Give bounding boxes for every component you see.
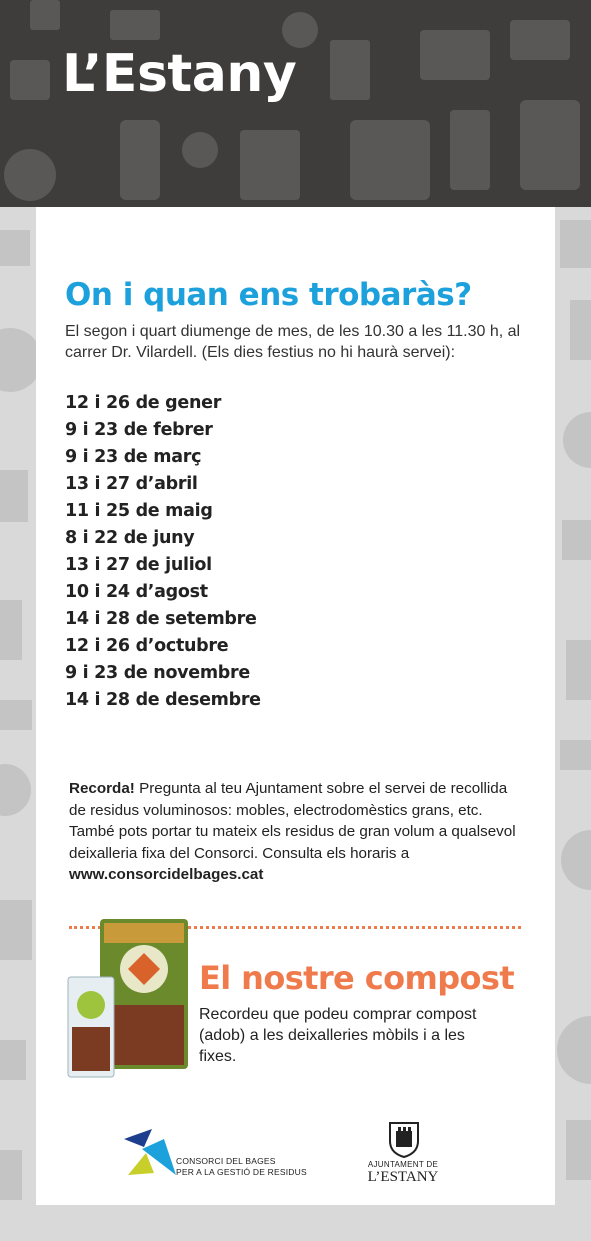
page-title: L’Estany — [62, 44, 297, 104]
reminder-paragraph — [69, 778, 517, 886]
consorci-link[interactable]: www.consorcidelbages.cat — [69, 866, 264, 883]
date-item: 9 i 23 de novembre — [65, 663, 250, 683]
ajuntament-shield-icon — [384, 1119, 424, 1159]
reminder-text: Pregunta al teu Ajuntament sobre el servei de recollida de residus voluminosos: mobles, electrodomèstics grans, etc. També pots portar tu mateix els residus de gran volum a qualsevol deixalleria fixa del Consorci. Consulta els horaris a — [69, 780, 516, 862]
date-item: 13 i 27 de juliol — [65, 555, 212, 575]
content-card — [36, 207, 555, 1205]
date-item: 13 i 27 d’abril — [65, 474, 198, 494]
compost-text: Recordeu que podeu comprar compost (adob) a les deixalleries mòbils i a les fixes. — [199, 1006, 477, 1065]
reminder-lead: Recorda! — [69, 780, 135, 797]
date-item: 8 i 22 de juny — [65, 528, 195, 548]
consorci-line1: CONSORCI DEL BAGES — [176, 1156, 276, 1166]
dates-list — [65, 390, 261, 714]
date-item: 14 i 28 de desembre — [65, 690, 261, 710]
date-item: 11 i 25 de maig — [65, 501, 213, 521]
date-item: 12 i 26 d’octubre — [65, 636, 229, 656]
consorci-line2: PER A LA GESTIÓ DE RESIDUS — [176, 1167, 307, 1177]
schedule-title: On i quan ens trobaràs? — [65, 277, 472, 313]
consorci-logo-text — [176, 1156, 307, 1178]
ajuntament-label-small: AJUNTAMENT DE — [367, 1160, 439, 1169]
header-banner — [0, 0, 591, 207]
compost-title: El nostre compost — [199, 959, 515, 997]
date-item: 12 i 26 de gener — [65, 393, 222, 413]
date-item: 10 i 24 d’agost — [65, 582, 208, 602]
date-item: 9 i 23 de febrer — [65, 420, 213, 440]
schedule-intro: El segon i quart diumenge de mes, de les 10.30 a les 11.30 h, al carrer Dr. Vilardell. (Els dies festius no hi haurà servei): — [65, 323, 521, 361]
compost-bags-image — [66, 917, 196, 1087]
date-item: 14 i 28 de setembre — [65, 609, 257, 629]
ajuntament-label-big: L’ESTANY — [367, 1169, 439, 1185]
date-item: 9 i 23 de març — [65, 447, 202, 467]
